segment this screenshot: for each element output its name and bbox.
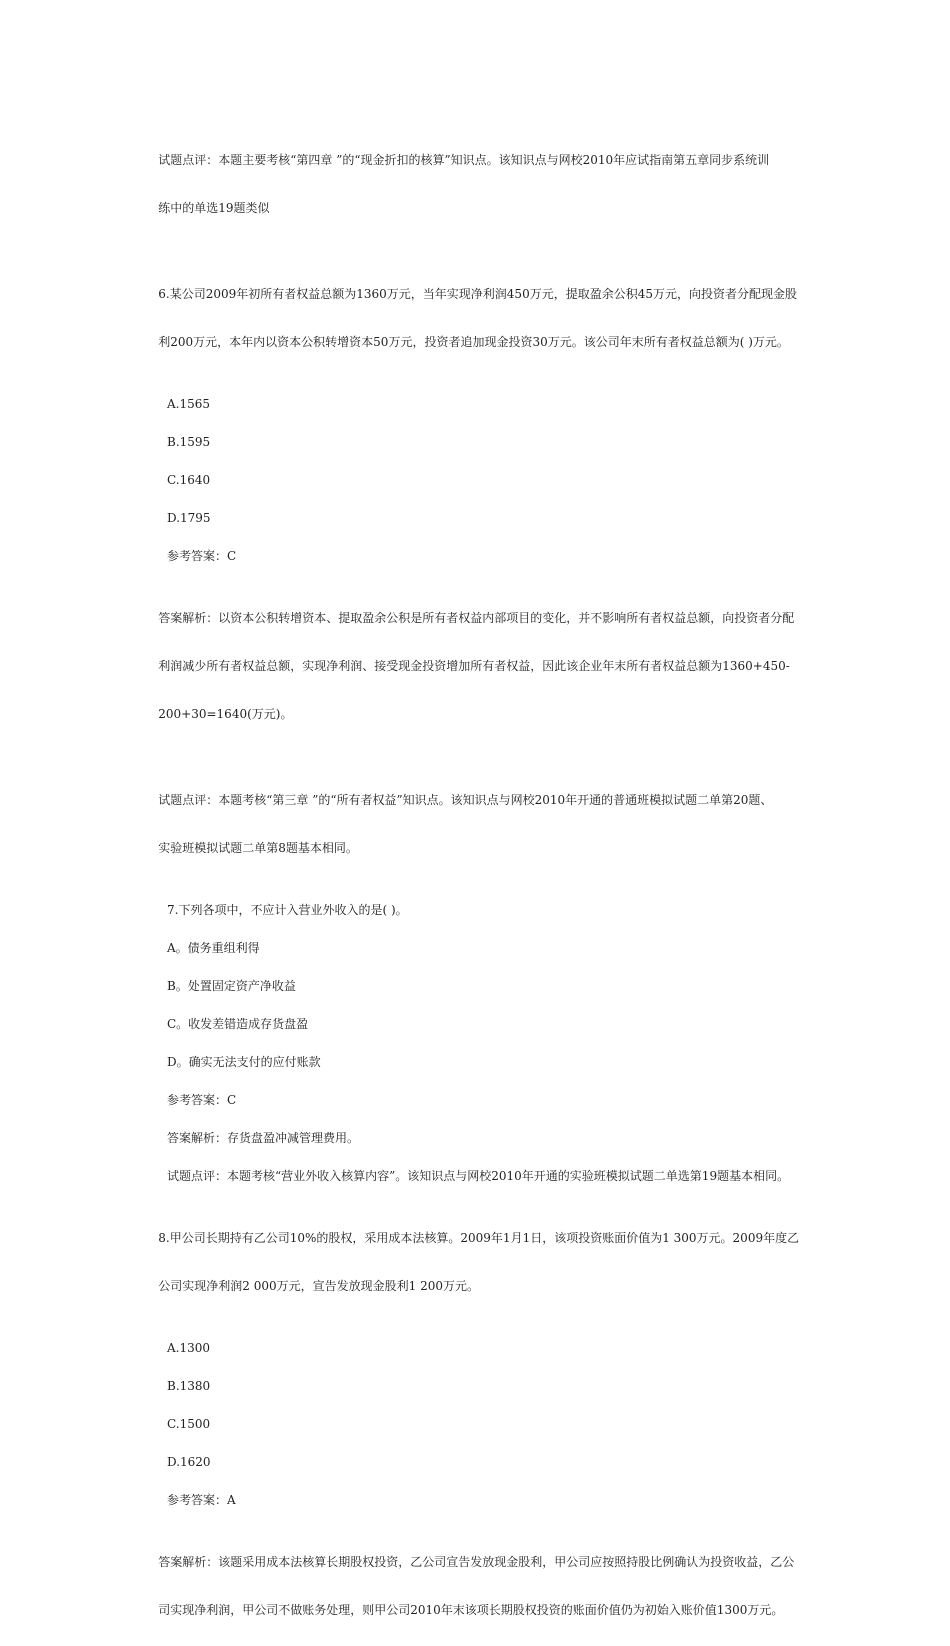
- question-6-answer: 参考答案：C: [167, 549, 237, 563]
- question-7-option-d: D。确实无法支付的应付账款: [167, 1055, 321, 1069]
- question-6-text: 6.某公司2009年初所有者权益总额为1360万元，当年实现净利润450万元，提取盈余公积45万元，向投资者分配现金股 利200万元，本年内以资本公积转增资本50万元，投资者追加现金投资30万元。该公司年末所有者权益总额为( )万元。: [158, 287, 797, 349]
- question-7-option-b: B。处置固定资产净收益: [167, 979, 296, 993]
- question-6-option-a: A.1565: [167, 397, 211, 411]
- question-8-option-b: B.1380: [167, 1379, 211, 1393]
- question-6-option-d: D.1795: [167, 511, 211, 525]
- question-8-option-d: D.1620: [167, 1455, 211, 1469]
- question-7-answer: 参考答案：C: [167, 1093, 237, 1107]
- question-7-text: 7.下列各项中，不应计入营业外收入的是( )。: [167, 903, 408, 917]
- question-6-analysis: 答案解析：以资本公积转增资本、提取盈余公积是所有者权益内部项目的变化，并不影响所有者权益总额，向投资者分配 利润减少所有者权益总额，实现净利润、接受现金投资增加所有者权益，因此该企业年末所有者权益总额为1360+450- 200+30=1640(万元)。: [158, 611, 795, 721]
- question-6-option-b: B.1595: [167, 435, 211, 449]
- question-8-option-c: C.1500: [167, 1417, 211, 1431]
- question-7-analysis: 答案解析：存货盘盈冲减管理费用。: [167, 1131, 360, 1145]
- question-8-analysis: 答案解析：该题采用成本法核算长期股权投资，乙公司宣告发放现金股利，甲公司应按照持股比例确认为投资收益，乙公 司实现净利润，甲公司不做账务处理，则甲公司2010年末该项长期股权投资的账面价值仍为初始入账价值1300万元。: [158, 1555, 795, 1617]
- question-8-answer: 参考答案：A: [167, 1493, 236, 1507]
- question-7-option-c: C。收发差错造成存货盘盈: [167, 1017, 309, 1031]
- question-6-option-c: C.1640: [167, 473, 211, 487]
- question-8-text: 8.甲公司长期持有乙公司10%的股权，采用成本法核算。2009年1月1日，该项投资账面价值为1 300万元。2009年度乙 公司实现净利润2 000万元，宣告发放现金股利1 200万元。: [158, 1231, 800, 1293]
- question-6-comment: 试题点评：本题考核“第三章 ”的“所有者权益”知识点。该知识点与网校2010年开通的普通班模拟试题二单第20题、 实验班模拟试题二单第8题基本相同。: [158, 793, 773, 855]
- question-comment: 试题点评：本题主要考核“第四章 ”的“现金折扣的核算”知识点。该知识点与网校2010年应试指南第五章同步系统训 练中的单选19题类似: [158, 153, 770, 215]
- question-7-comment: 试题点评：本题考核“营业外收入核算内容”。该知识点与网校2010年开通的实验班模拟试题二单选第19题基本相同。: [167, 1169, 790, 1183]
- question-8-option-a: A.1300: [167, 1341, 211, 1355]
- document-page: [143, 124, 809, 1646]
- question-7-option-a: A。债务重组利得: [167, 941, 260, 955]
